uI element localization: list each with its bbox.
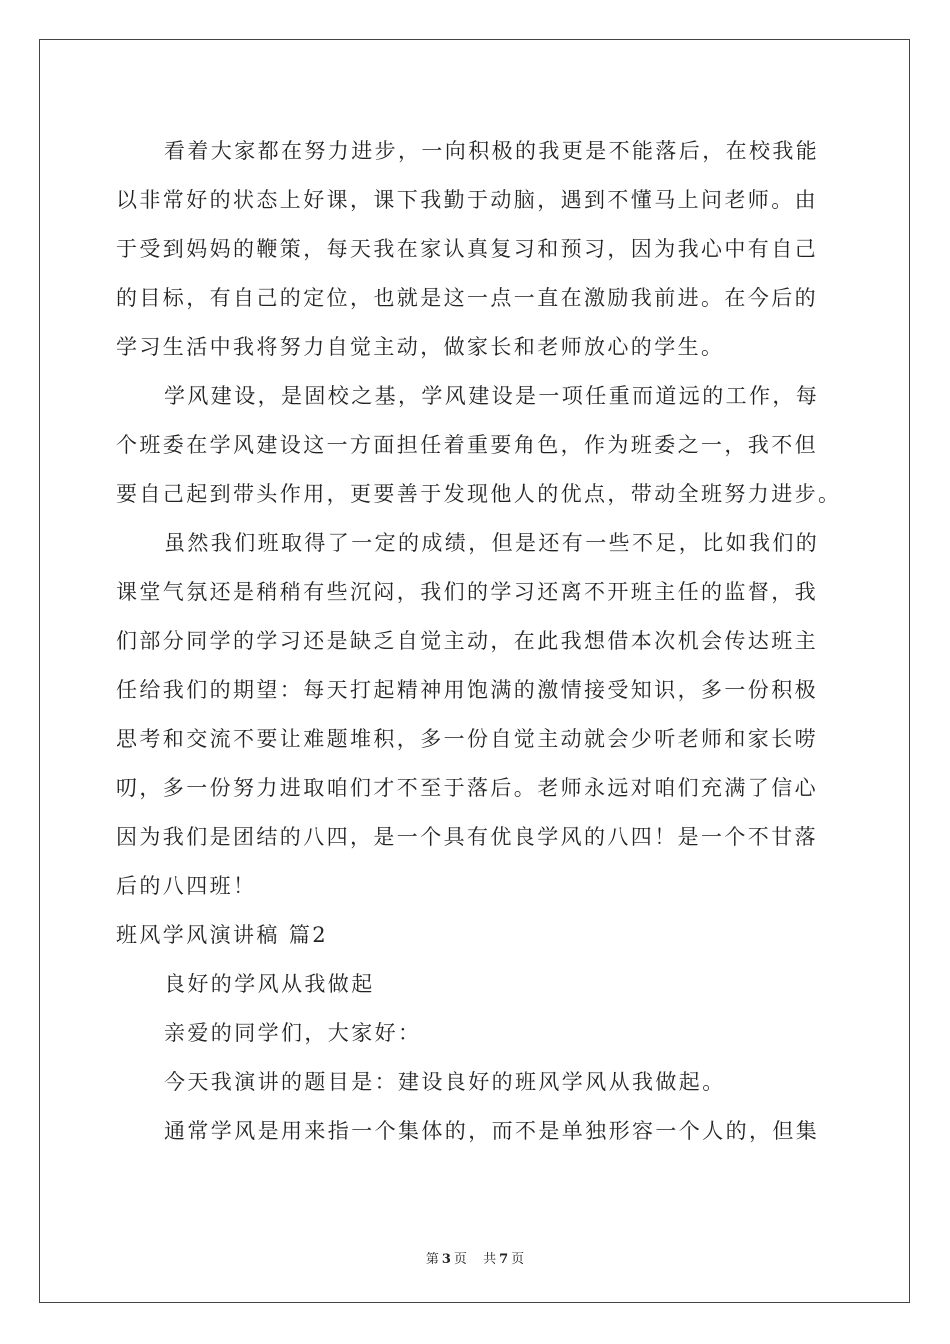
page-prefix: 第 (425, 1252, 439, 1267)
text-line: 因为我们是团结的八四，是一个具有优良学风的八四！是一个不甘落 (116, 825, 818, 849)
document-body (116, 127, 842, 1156)
text-line: 以非常好的状态上好课，课下我勤于动脑，遇到不懂马上问老师。由 (116, 188, 818, 212)
text-line: 个班委在学风建设这一方面担任着重要角色，作为班委之一，我不但 (116, 433, 818, 457)
total-suffix: 页 (511, 1252, 525, 1267)
text-line: 后的八四班！ (116, 874, 257, 898)
text-line: 通常学风是用来指一个集体的，而不是单独形容一个人的，但集 (164, 1119, 820, 1143)
speech-title: 良好的学风从我做起 (164, 972, 375, 996)
text-line: 今天我演讲的题目是：建设良好的班风学风从我做起。 (164, 1070, 726, 1094)
text-line: 学风建设，是固校之基，学风建设是一项任重而道远的工作，每 (164, 384, 820, 408)
text-line: 们部分同学的学习还是缺乏自觉主动，在此我想借本次机会传达班主 (116, 629, 818, 653)
greeting-line: 亲爱的同学们，大家好： (164, 1021, 422, 1045)
text-line: 叨，多一份努力进取咱们才不至于落后。老师永远对咱们充满了信心 (116, 776, 818, 800)
total-pages: 7 (499, 1252, 509, 1267)
text-line: 学习生活中我将努力自觉主动，做家长和老师放心的学生。 (116, 335, 725, 359)
text-line: 思考和交流不要让难题堆积，多一份自觉主动就会少听老师和家长唠 (116, 727, 818, 751)
page-footer (0, 1248, 950, 1267)
section-heading: 班风学风演讲稿 篇2 (116, 923, 329, 947)
text-line: 的目标，有自己的定位，也就是这一点一直在激励我前进。在今后的 (116, 286, 818, 310)
text-line: 于受到妈妈的鞭策，每天我在家认真复习和预习，因为我心中有自己 (116, 237, 818, 261)
page-suffix: 页 (453, 1252, 467, 1267)
text-line: 要自己起到带头作用，更要善于发现他人的优点，带动全班努力进步。 (116, 482, 842, 506)
text-line: 看着大家都在努力进步，一向积极的我更是不能落后，在校我能 (164, 139, 820, 163)
total-indicator (480, 1252, 527, 1267)
page-indicator (423, 1252, 470, 1267)
page-number: 3 (441, 1252, 451, 1267)
text-line: 任给我们的期望：每天打起精神用饱满的激情接受知识，多一份积极 (116, 678, 818, 702)
text-line: 虽然我们班取得了一定的成绩，但是还有一些不足，比如我们的 (164, 531, 820, 555)
text-line: 课堂气氛还是稍稍有些沉闷，我们的学习还离不开班主任的监督，我 (116, 580, 818, 604)
total-prefix: 共 (483, 1252, 497, 1267)
